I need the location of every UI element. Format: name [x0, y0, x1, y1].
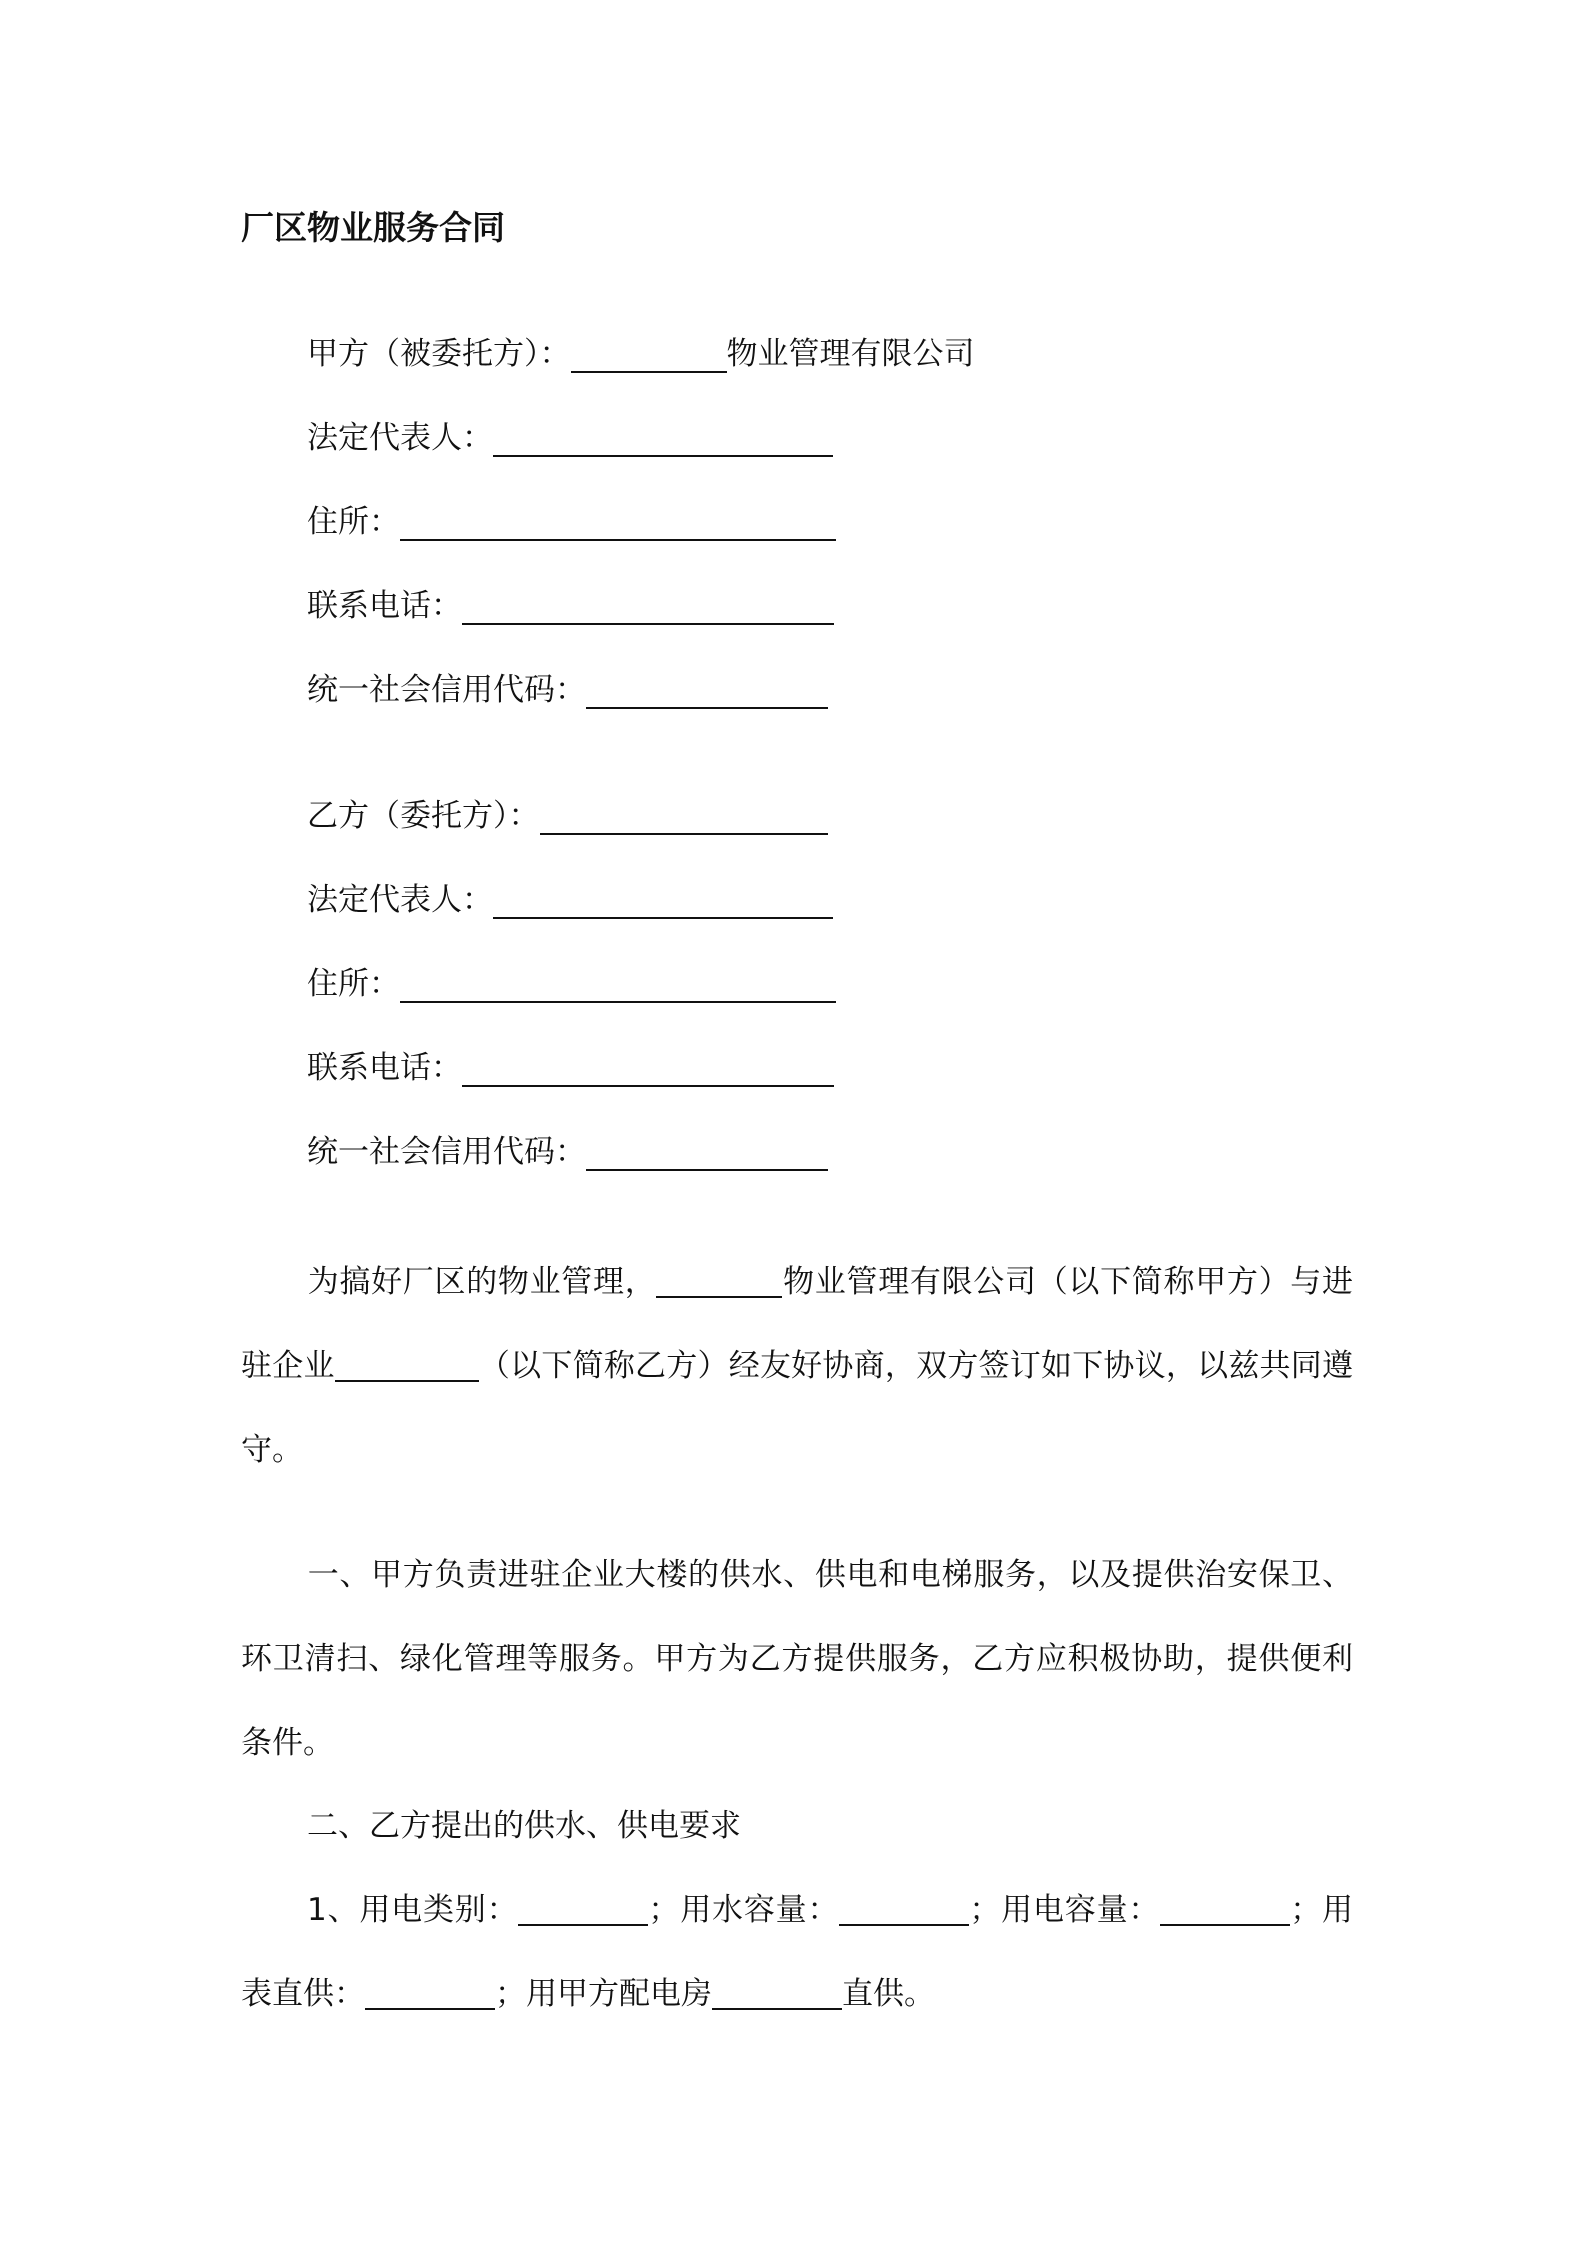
- meter-supply-label: ；用表直供：: [241, 1892, 1354, 2012]
- party-a-name-blank: [571, 331, 727, 373]
- usage-type-blank: [518, 1890, 648, 1926]
- water-capacity-label: ；用水容量：: [648, 1892, 840, 1928]
- clause-2-heading-text: 二、乙方提出的供水、供电要求: [307, 1808, 741, 1844]
- party-a-legal-rep-blank: [493, 415, 833, 457]
- clause-2-item-1: [241, 1868, 1353, 2036]
- party-a-phone-blank: [462, 583, 834, 625]
- party-b-phone-blank: [462, 1045, 834, 1087]
- party-b-legal-rep-field: [307, 875, 833, 925]
- intro-enterprise-blank: [335, 1346, 479, 1382]
- clause-1-text: 一、甲方负责进驻企业大楼的供水、供电和电梯服务，以及提供治安保卫、环卫清扫、绿化管理等服务。甲方为乙方提供服务，乙方应积极协助，提供便利条件。: [241, 1557, 1353, 1761]
- party-b-credit-code-blank: [586, 1129, 828, 1171]
- party-a-name-field: [307, 329, 975, 379]
- party-b-address-label: 住所：: [307, 966, 400, 1002]
- party-a-credit-code-blank: [586, 667, 828, 709]
- party-a-address-field: [307, 497, 836, 547]
- party-b-name-blank: [540, 793, 828, 835]
- party-b-phone-label: 联系电话：: [307, 1050, 462, 1086]
- party-b-credit-code-label: 统一社会信用代码：: [307, 1134, 586, 1170]
- power-capacity-blank: [1160, 1890, 1290, 1926]
- party-a-address-blank: [400, 499, 836, 541]
- clause-2-heading: [241, 1784, 1353, 1868]
- party-b-name-field: [307, 791, 828, 841]
- water-capacity-blank: [839, 1890, 969, 1926]
- meter-supply-blank: [365, 1974, 495, 2010]
- party-a-address-label: 住所：: [307, 504, 400, 540]
- party-a-label: 甲方（被委托方）：: [307, 336, 571, 372]
- party-b-address-blank: [400, 961, 836, 1003]
- power-capacity-label: ；用电容量：: [969, 1892, 1161, 1928]
- usage-type-label: 1、用电类别：: [307, 1892, 519, 1928]
- clause-1-paragraph: [241, 1533, 1353, 1785]
- intro-company-blank: [656, 1262, 782, 1298]
- party-b-credit-code-field: [307, 1127, 828, 1177]
- party-a-suffix: 物业管理有限公司: [726, 336, 975, 372]
- distribution-room-label: ；用甲方配电房: [495, 1976, 712, 2012]
- intro-part3: （以下简称乙方）经友好协商，双方签订如下协议，以兹共同遵守。: [241, 1348, 1354, 1468]
- intro-part1: 为搞好厂区的物业管理，: [307, 1264, 657, 1300]
- page-title: 厂区物业服务合同: [241, 208, 505, 247]
- party-b-address-field: [307, 959, 836, 1009]
- direct-supply-label: 直供。: [842, 1976, 935, 2012]
- party-a-credit-code-label: 统一社会信用代码：: [307, 672, 586, 708]
- distribution-room-blank: [712, 1974, 842, 2010]
- party-a-legal-rep-field: [307, 413, 833, 463]
- party-a-phone-label: 联系电话：: [307, 588, 462, 624]
- party-a-phone-field: [307, 581, 834, 631]
- party-b-legal-rep-label: 法定代表人：: [307, 882, 493, 918]
- party-a-credit-code-field: [307, 665, 828, 715]
- party-b-phone-field: [307, 1043, 834, 1093]
- party-b-legal-rep-blank: [493, 877, 833, 919]
- intro-part2: 物业管理有限公司（以下简称甲方）与进驻企业: [241, 1264, 1354, 1384]
- party-a-legal-rep-label: 法定代表人：: [307, 420, 493, 456]
- intro-paragraph: [241, 1240, 1353, 1492]
- party-b-label: 乙方（委托方）：: [307, 798, 540, 834]
